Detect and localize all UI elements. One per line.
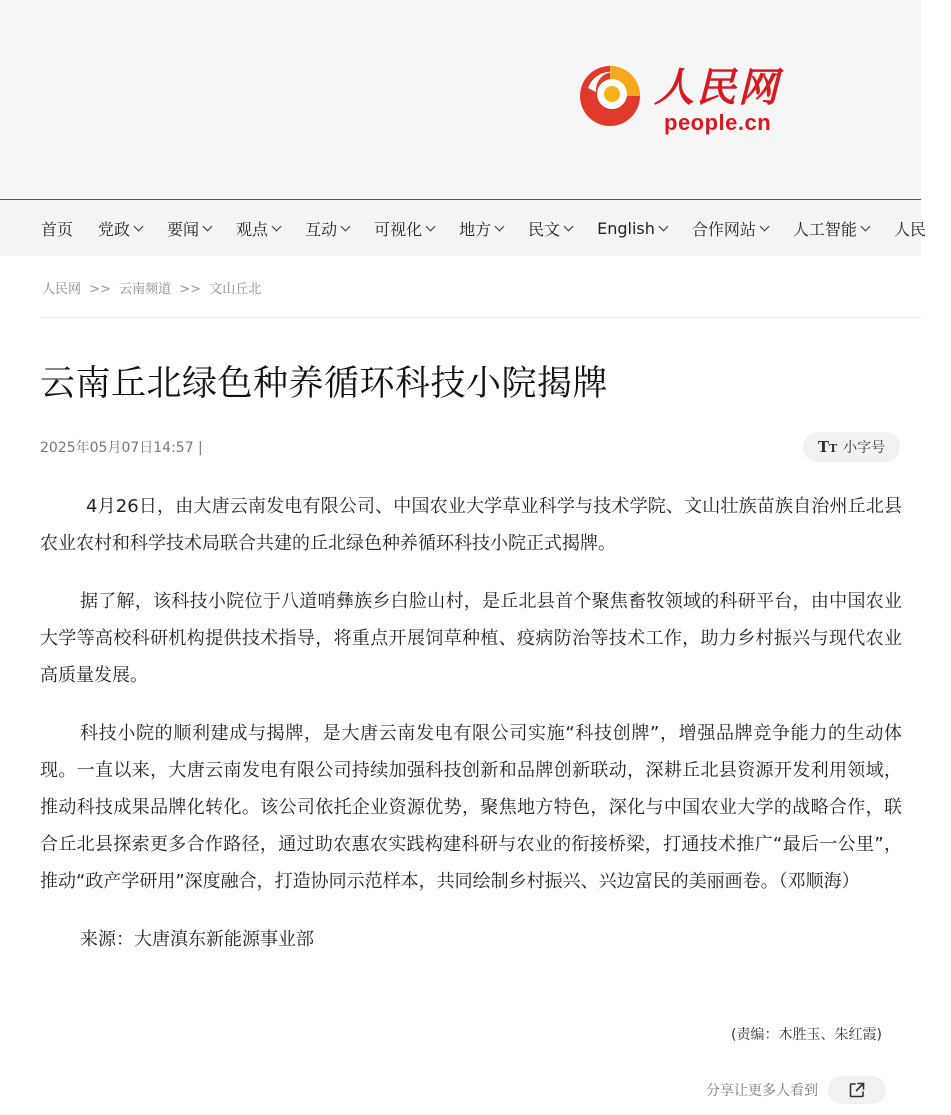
nav-item-label: 互动 [305, 219, 338, 239]
nav-item-label: 人民 [893, 219, 926, 239]
nav-item-5[interactable] [374, 217, 434, 240]
nav-item-11[interactable] [894, 217, 926, 240]
article-body [40, 488, 902, 979]
breadcrumb [42, 278, 261, 297]
breadcrumb-item-home[interactable]: 人民网 [42, 282, 82, 297]
people-cn-logo[interactable] [574, 54, 794, 138]
chevron-down-icon [860, 221, 870, 231]
chevron-down-icon [759, 221, 769, 231]
nav-item-label: 党政 [98, 219, 131, 239]
share-icon [848, 1081, 866, 1099]
nav-item-8[interactable] [597, 219, 667, 238]
nav-item-2[interactable] [167, 217, 211, 240]
nav-list [41, 200, 951, 256]
share-label: 分享让更多人看到 [706, 1083, 818, 1099]
nav-item-4[interactable] [305, 217, 349, 240]
logo-swirl-icon [574, 58, 646, 130]
breadcrumb-separator: >> [179, 282, 202, 297]
nav-item-label: 人工智能 [792, 219, 857, 239]
article-title: 云南丘北绿色种养循环科技小院揭牌 [40, 364, 609, 404]
chevron-down-icon [426, 221, 436, 231]
site-header [0, 0, 921, 199]
chevron-down-icon [272, 221, 282, 231]
breadcrumb-divider [40, 317, 921, 318]
breadcrumb-item-wenshan[interactable]: 文山丘北 [209, 282, 262, 297]
article-paragraph: 据了解，该科技小院位于八道哨彝族乡白脸山村，是丘北县首个聚焦畜牧领域的科研平台，由中国农业大学等高校科研机构提供技术指导，将重点开展饲草种植、疫病防治等技术工作，助力乡村振兴与现代农业高质量发展。 [40, 591, 902, 686]
chevron-down-icon [564, 221, 574, 231]
nav-item-0[interactable] [41, 217, 73, 240]
nav-item-label: 观点 [236, 219, 269, 239]
article-paragraph: 科技小院的顺利建成与揭牌，是大唐云南发电有限公司实施“科技创牌”，增强品牌竞争能力的生动体现。一直以来，大唐云南发电有限公司持续加强科技创新和品牌创新联动，深耕丘北县资源开发利用领域，推动科技成果品牌化转化。该公司依托企业资源优势，聚焦地方特色，深化与中国农业大学的战略合作，联合丘北县探索更多合作路径，通过助农惠农实践构建科研与农业的衔接桥梁，打通技术推广“最后一公里”，推动“政产学研用”深度融合，打造协同示范样本，共同绘制乡村振兴、兴边富民的美丽画卷。（邓顺海） [40, 723, 902, 892]
article-paragraph: 4月26日，由大唐云南发电有限公司、中国农业大学草业科学与技术学院、文山壮族苗族自治州丘北县农业农村和科学技术局联合共建的丘北绿色种养循环科技小院正式揭牌。 [40, 496, 902, 554]
breadcrumb-item-yunnan[interactable]: 云南频道 [119, 282, 172, 297]
nav-item-label: 地方 [459, 219, 492, 239]
nav-item-label: 民文 [528, 219, 561, 239]
logo-chinese-text: 人民网 [654, 64, 780, 111]
logo-english-text: people.cn [664, 110, 772, 135]
chevron-down-icon [203, 221, 213, 231]
nav-item-7[interactable] [528, 217, 572, 240]
article-source: 来源：大唐滇东新能源事业部 [80, 929, 314, 950]
text-size-icon: TT [817, 438, 838, 456]
font-size-toggle-button[interactable] [803, 432, 900, 462]
share-button[interactable] [828, 1076, 886, 1104]
breadcrumb-separator: >> [89, 282, 111, 297]
chevron-down-icon [658, 221, 668, 231]
chevron-down-icon [341, 221, 351, 231]
nav-item-label: 首页 [41, 219, 74, 239]
chevron-down-icon [134, 221, 144, 231]
nav-item-label: 合作网站 [691, 219, 756, 239]
nav-item-6[interactable] [459, 217, 503, 240]
article-datetime: 2025年05月07日14:57 | [40, 440, 203, 456]
chevron-down-icon [495, 221, 505, 231]
main-nav [0, 199, 926, 256]
nav-item-label: 可视化 [374, 219, 423, 239]
nav-item-label: English [597, 218, 655, 238]
font-size-toggle-label: 小字号 [843, 440, 886, 456]
nav-item-9[interactable] [692, 217, 768, 240]
nav-item-label: 要闻 [167, 219, 200, 239]
nav-item-10[interactable] [793, 217, 869, 240]
article-editor: (责编：木胜玉、朱红霞) [731, 1027, 882, 1043]
nav-item-3[interactable] [236, 217, 280, 240]
share-bar [706, 1076, 886, 1104]
nav-item-1[interactable] [98, 217, 142, 240]
